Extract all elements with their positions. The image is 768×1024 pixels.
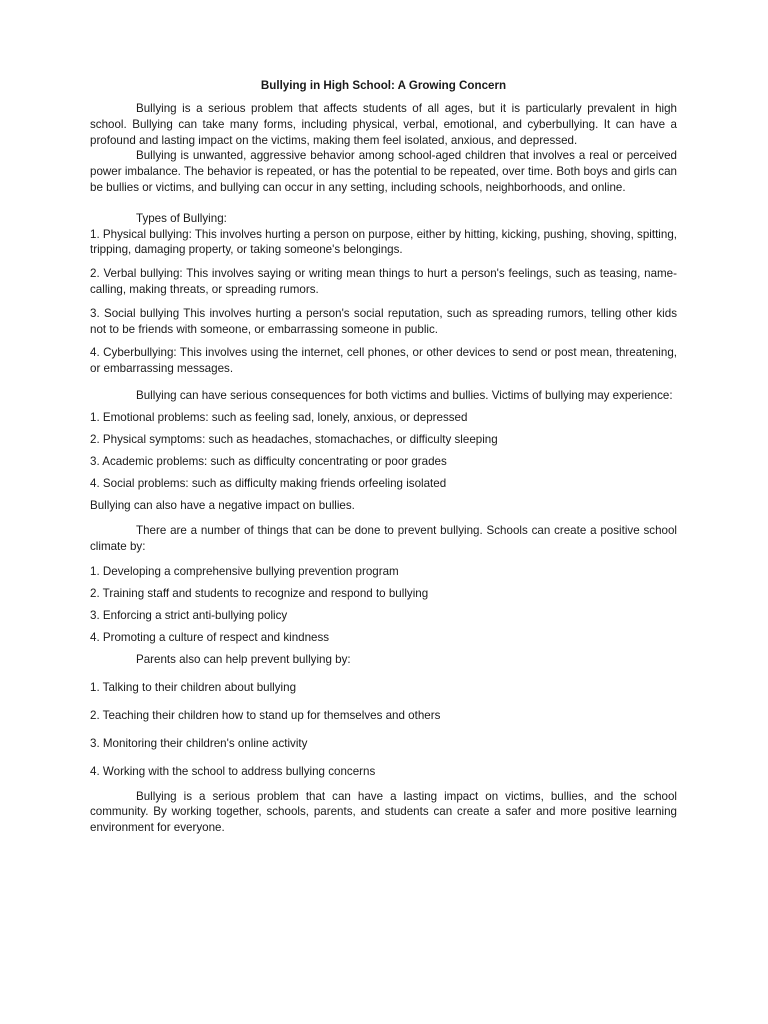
document-page xyxy=(90,78,677,836)
parents-list-item: 2. Teaching their children how to stand up for themselves and others xyxy=(90,708,441,722)
document-title: Bullying in High School: A Growing Concern xyxy=(260,79,507,92)
consequences-intro: Bullying can have serious consequences for both victims and bullies. Victims of bullying may experience: xyxy=(136,388,673,402)
intro-paragraph-1: Bullying is a serious problem that affects students of all ages, but it is particularly prevalent in high school. Bullying can take many forms, including physical, verbal, emotional, and cyberbullying. It can have a profound and lasting impact on the victims, making them feel isolated, anxious, and depressed. xyxy=(90,102,677,147)
schools-list-item: 2. Training staff and students to recognize and respond to bullying xyxy=(90,586,429,600)
schools-intro: There are a number of things that can be done to prevent bullying. Schools can create a positive school climate by: xyxy=(90,523,677,553)
parents-list-item: 1. Talking to their children about bullying xyxy=(90,680,297,694)
types-list-item: 3. Social bullying This involves hurting a person's social reputation, such as spreading rumors, telling other kids not to be friends with someone, or embarrassing someone in public. xyxy=(90,306,677,336)
consequences-list-item: 3. Academic problems: such as difficulty concentrating or poor grades xyxy=(90,454,447,468)
consequences-list-item: 2. Physical symptoms: such as headaches, stomachaches, or difficulty sleeping xyxy=(90,432,498,446)
types-list-item: 2. Verbal bullying: This involves saying or writing mean things to hurt a person's feelings, such as teasing, name-calling, making threats, or spreading rumors. xyxy=(90,267,677,296)
schools-list-item: 1. Developing a comprehensive bullying prevention program xyxy=(90,564,399,578)
conclusion-paragraph: Bullying is a serious problem that can have a lasting impact on victims, bullies, and the school community. By working together, schools, parents, and students can create a safer and more positive learning environment for everyone. xyxy=(90,789,677,835)
types-heading: Types of Bullying: xyxy=(136,211,227,225)
parents-intro: Parents also can help prevent bullying by: xyxy=(136,652,351,666)
schools-list-item: 3. Enforcing a strict anti-bullying policy xyxy=(90,608,288,622)
consequences-list-item: 1. Emotional problems: such as feeling sad, lonely, anxious, or depressed xyxy=(90,410,468,424)
types-list-item: 1. Physical bullying: This involves hurting a person on purpose, either by hitting, kicking, pushing, shoving, spitting, tripping, damaging property, or taking someone's belongings. xyxy=(90,227,677,257)
consequences-list-item: 4. Social problems: such as difficulty making friends orfeeling isolated xyxy=(90,476,447,490)
parents-list-item: 3. Monitoring their children's online activity xyxy=(90,736,308,750)
bullies-impact: Bullying can also have a negative impact on bullies. xyxy=(90,498,355,512)
parents-list-item: 4. Working with the school to address bullying concerns xyxy=(90,764,376,778)
types-list-item: 4. Cyberbullying: This involves using the internet, cell phones, or other devices to send or post mean, threatening, or embarrassing messages. xyxy=(90,346,677,376)
intro-paragraph-2: Bullying is unwanted, aggressive behavior among school-aged children that involves a real or perceived power imbalance. The behavior is repeated, or has the potential to be repeated, over time. Both boys and girls can be bullies or victims, and bullying can occur in any setting, including schools, neighborhoods, and online. xyxy=(90,149,677,194)
schools-list-item: 4. Promoting a culture of respect and kindness xyxy=(90,630,330,644)
